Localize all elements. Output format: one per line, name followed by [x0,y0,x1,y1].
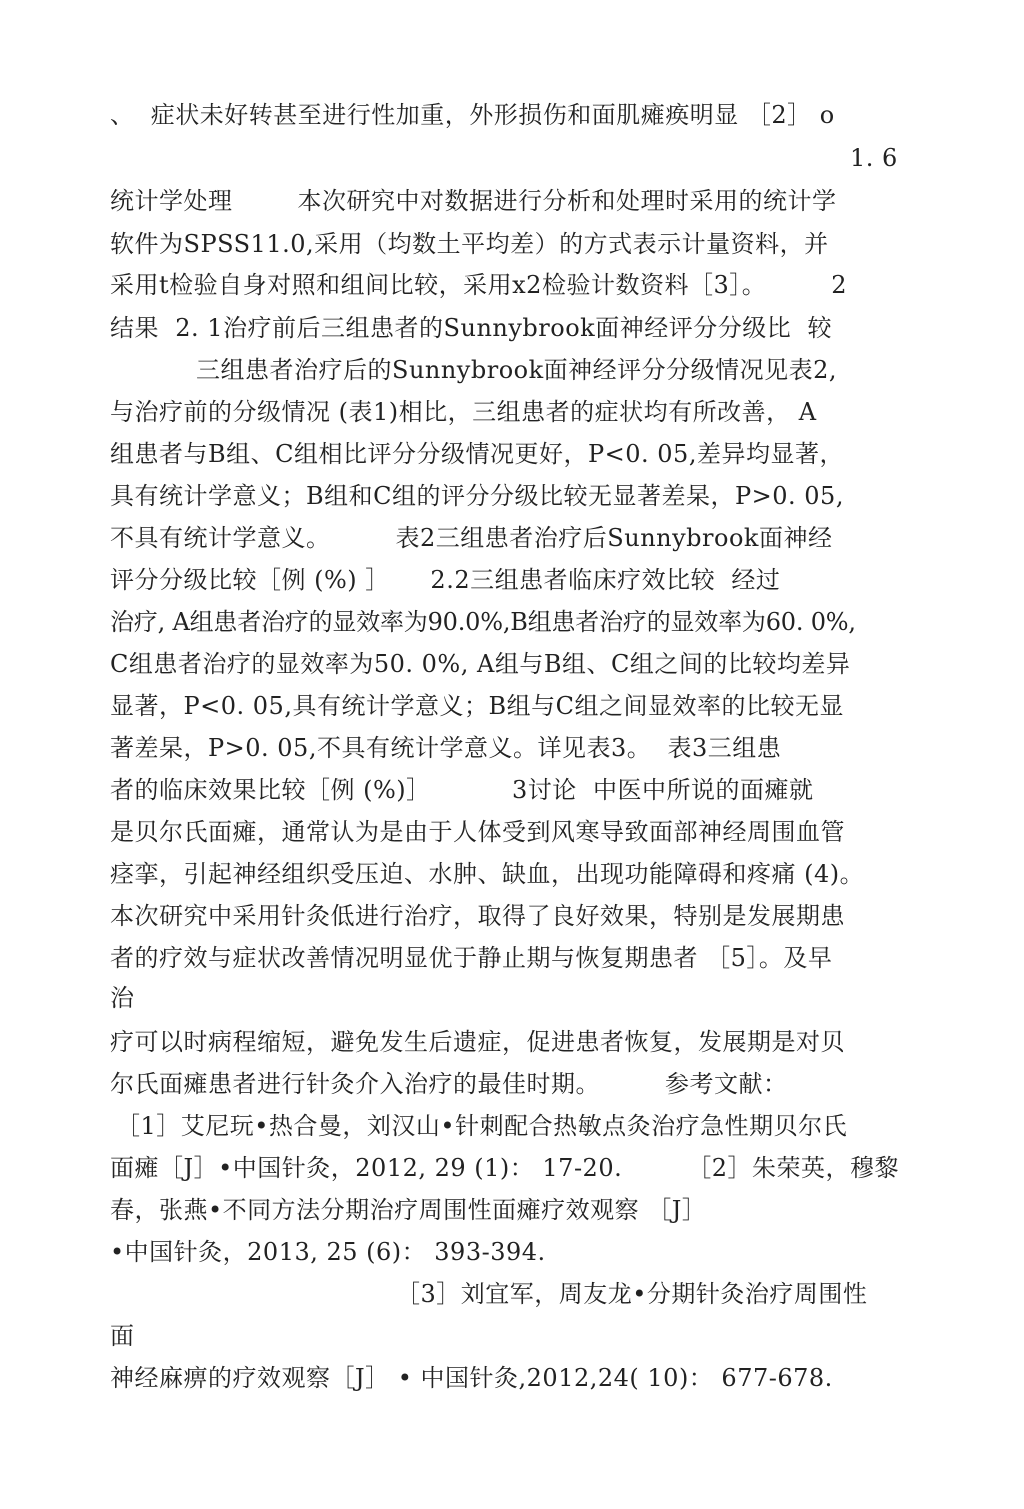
text-line: 治 [110,984,135,1012]
text-line: 者的疗效与症状改善情况明显优于静止期与恢复期患者 ［5］。及早 [110,944,833,972]
text-line: 具有统计学意义；B组和C组的评分分级比较无显著差杲，P>0. 05, [110,482,844,510]
text-line: 结果 2. 1治疗前后三组患者的Sunnybrook面神经评分分级比 较 [110,314,832,342]
text-line: 尔氏面瘫患者进行针灸介入治疗的最佳时期。 参考文献： [110,1070,788,1098]
reference-line: ［3］刘宜军，周友龙•分期针灸治疗周围性 [396,1280,868,1308]
text-line: 组患者与B组、C组相比评分分级情况更好，P<0. 05,差异均显著， [110,440,844,468]
text-line: 是贝尔氏面瘫，通常认为是由于人体受到风寒导致面部神经周围血管 [110,818,845,846]
reference-line: •中国针灸，2013, 25 (6)： 393-394. [110,1238,546,1266]
text-line: C组患者治疗的显效率为50. 0%, A组与B组、C组之间的比较均差异 [110,650,851,678]
text-line: 著差杲，P>0. 05,不具有统计学意义。详见表3。 表3三组患 [110,734,782,762]
text-line: 统计学处理 本次研究中对数据进行分析和处理时采用的统计学 [110,187,837,215]
reference-line: 面 [110,1322,135,1350]
reference-line: 春，张燕•不同方法分期治疗周围性面瘫疗效观察 ［J］ [110,1196,707,1224]
text-line: 与治疗前的分级情况 (表1)相比，三组患者的症状均有所改善， A [110,398,817,426]
text-line: 疗可以时病程缩短，避免发生后遗症，促进患者恢复，发展期是对贝 [110,1028,845,1056]
text-line: 痉挛，引起神经组织受压迫、水肿、缺血，出现功能障碍和疼痛 (4)。 [110,860,865,888]
text-line: 、 症状未好转甚至进行性加重，外形损伤和面肌瘫痪明显 ［2］ o [110,101,835,129]
text-line: 本次研究中采用针灸低进行治疗，取得了良好效果，特别是发展期患 [110,902,845,930]
text-line: 三组患者治疗后的Sunnybrook面神经评分分级情况见表2, [196,356,838,384]
text-line: 者的临床效果比较［例 (%)］ 3讨论 中医中所说的面瘫就 [110,776,814,804]
text-line: 不具有统计学意义。 表2三组患者治疗后Sunnybrook面神经 [110,524,833,552]
reference-line: ［1］艾尼玩•热合曼，刘汉山•针刺配合热敏点灸治疗急性期贝尔氏 [116,1112,848,1140]
text-line: 治疗, A组患者治疗的显效率为90.0%,B组患者治疗的显效率为60. 0%, [110,608,856,636]
reference-line: 神经麻痹的疗效观察［J］ • 中国针灸,2012,24( 10)： 677-678. [110,1364,833,1392]
reference-line: 面瘫［J］•中国针灸，2012, 29 (1)： 17-20. ［2］朱荣英，穆黎 [110,1154,900,1182]
text-line: 采用t检验自身对照和组间比较，采用x2检验计数资料［3］。 2 [110,271,848,299]
text-line: 1. 6 [850,144,898,172]
text-line: 软件为SPSS11.0,采用（均数土平均差）的方式表示计量资料，并 [110,230,829,258]
text-line: 显著，P<0. 05,具有统计学意义；B组与C组之间显效率的比较无显 [110,692,844,720]
text-line: 评分分级比较［例 (%) ］ 2.2三组患者临床疗效比较 经过 [110,566,781,594]
